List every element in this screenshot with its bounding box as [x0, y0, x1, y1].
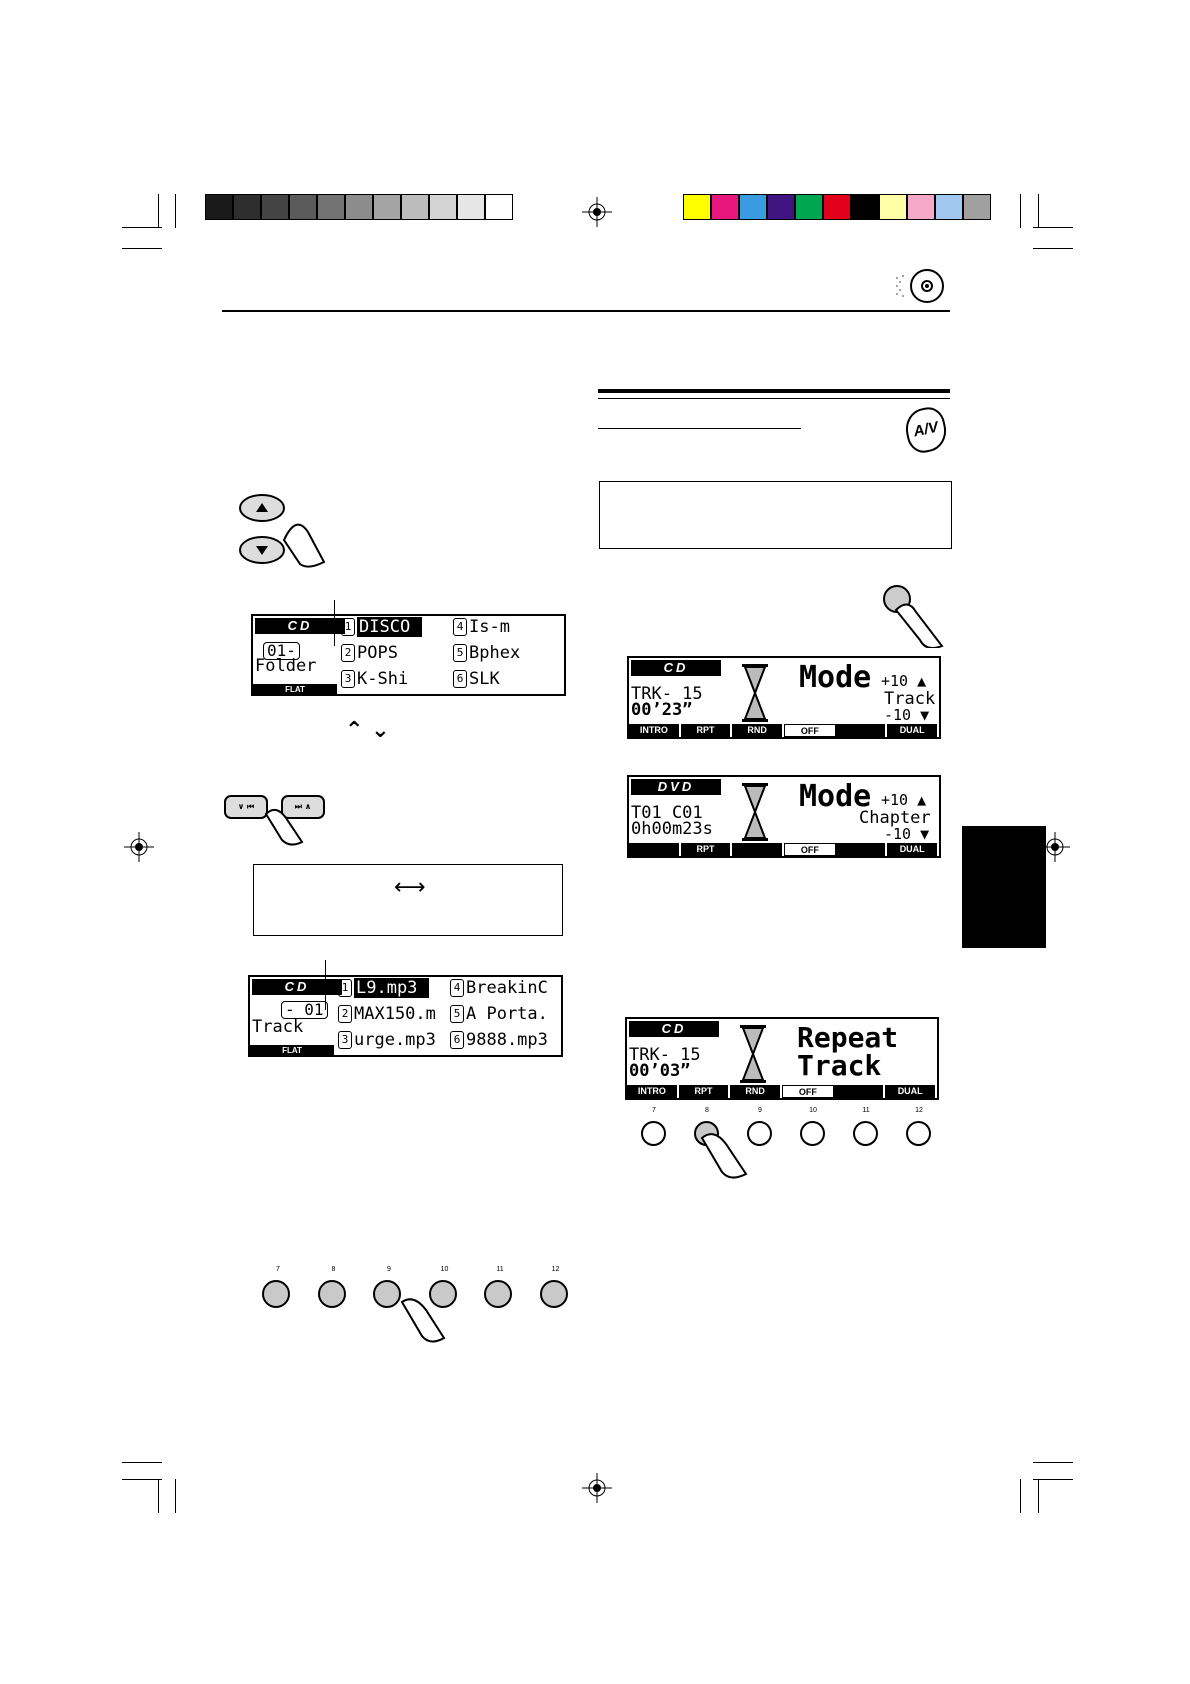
item-number: 6	[453, 670, 467, 688]
item-number: 4	[450, 979, 464, 997]
info-box	[599, 481, 952, 549]
item-label: BreakinC	[466, 978, 548, 998]
function-label: OFF	[782, 1085, 834, 1098]
function-strip	[627, 1085, 937, 1098]
list-item[interactable]	[453, 644, 520, 662]
list-item[interactable]	[450, 979, 548, 997]
round-button-press-icon[interactable]	[882, 584, 946, 648]
item-number: 4	[453, 618, 467, 636]
preset-number-label: 10	[809, 1107, 817, 1114]
folder-number: 01-	[263, 642, 300, 660]
preset-number-label: 12	[915, 1107, 923, 1114]
track-readout: TRK- 15	[631, 684, 703, 704]
cd-logo: CD	[252, 979, 342, 995]
preset-number-label: 12	[551, 1266, 560, 1273]
item-number: 1	[341, 618, 355, 636]
color-swatch	[289, 194, 317, 220]
plus-ten: +10 ▲	[881, 791, 927, 809]
function-label	[836, 724, 888, 737]
function-label: INTRO	[627, 1085, 679, 1098]
list-item[interactable]	[453, 670, 500, 688]
function-label: DUAL	[887, 724, 939, 737]
item-label: SLK	[469, 669, 500, 689]
list-item[interactable]	[341, 644, 398, 662]
crop-mark	[1020, 194, 1021, 228]
function-label: RND	[732, 724, 784, 737]
preset-number-label: 10	[440, 1266, 449, 1273]
callout-line	[325, 960, 326, 1010]
function-label: DUAL	[885, 1085, 937, 1098]
function-label: RND	[730, 1085, 782, 1098]
item-number: 2	[341, 644, 355, 662]
color-swatch	[205, 194, 233, 220]
section-tab	[962, 826, 1046, 948]
repeat-target: Track	[797, 1049, 882, 1082]
preset-button-7[interactable]	[262, 1280, 290, 1308]
section-rule	[598, 398, 950, 399]
crop-mark	[122, 1462, 162, 1463]
color-swatch	[711, 194, 739, 220]
function-label: OFF	[784, 843, 836, 856]
item-label: MAX150.m	[354, 1004, 436, 1024]
mode-title: Mode	[799, 779, 872, 814]
function-label: RPT	[679, 1085, 731, 1098]
crop-mark	[122, 248, 162, 249]
disc-icon	[893, 268, 949, 304]
color-swatch	[963, 194, 991, 220]
cd-logo: CD	[629, 1021, 719, 1037]
item-number: 5	[450, 1005, 464, 1023]
time-readout: 00’03”	[629, 1061, 691, 1081]
crop-mark	[1020, 1479, 1021, 1513]
item-number: 2	[338, 1005, 352, 1023]
minus-ten: -10 ▼	[884, 706, 930, 724]
folder-list-display	[251, 614, 566, 696]
crop-mark	[1038, 1479, 1039, 1513]
mode-title: Mode	[799, 660, 872, 695]
finger-icon	[700, 1130, 750, 1180]
crop-mark	[122, 1479, 162, 1480]
crop-mark	[1033, 1462, 1073, 1463]
color-swatch	[851, 194, 879, 220]
av-badge: A/V	[902, 404, 950, 455]
repeat-track-display	[625, 1017, 939, 1100]
function-label: RPT	[681, 724, 733, 737]
plus-ten: +10 ▲	[881, 672, 927, 690]
registration-mark-icon	[582, 197, 612, 227]
mode-target: Chapter	[859, 808, 931, 828]
item-label: POPS	[357, 643, 398, 663]
item-number: 6	[450, 1031, 464, 1049]
dvd-logo: DVD	[631, 779, 721, 795]
prev-skip-button[interactable]: ∨ ⏮	[224, 795, 268, 819]
minus-ten: -10 ▼	[884, 825, 930, 843]
color-swatch	[795, 194, 823, 220]
color-swatch	[485, 194, 513, 220]
color-swatch	[401, 194, 429, 220]
crop-mark	[175, 194, 176, 228]
cd-mode-display	[627, 656, 941, 739]
color-swatch	[739, 194, 767, 220]
crop-mark	[1033, 227, 1073, 228]
preset-button-12[interactable]	[540, 1280, 568, 1308]
preset-button-9[interactable]	[373, 1280, 401, 1308]
preset-button-7[interactable]	[641, 1121, 666, 1146]
item-label: Bphex	[469, 643, 521, 663]
color-swatch	[879, 194, 907, 220]
next-skip-button[interactable]: ⏭ ∧	[281, 795, 325, 819]
track-list-display	[248, 975, 563, 1057]
item-label: K-Shi	[357, 669, 409, 689]
function-strip	[629, 843, 939, 856]
color-swatch	[345, 194, 373, 220]
crop-mark	[1038, 194, 1039, 228]
preset-number-label: 7	[652, 1107, 656, 1114]
function-label	[836, 843, 888, 856]
track-label: Track	[252, 1017, 304, 1037]
list-item[interactable]	[338, 1031, 436, 1049]
preset-number-label: 8	[705, 1107, 709, 1114]
preset-button-8[interactable]	[318, 1280, 346, 1308]
crop-mark	[122, 227, 162, 228]
folder-label: Folder	[255, 656, 317, 676]
function-label	[834, 1085, 886, 1098]
registration-mark-icon	[124, 832, 154, 862]
preset-number-label: 7	[276, 1266, 280, 1273]
color-swatch	[767, 194, 795, 220]
list-item[interactable]	[338, 1005, 436, 1023]
list-item[interactable]	[341, 670, 408, 688]
color-swatch	[907, 194, 935, 220]
item-label: L9.mp3	[354, 978, 429, 998]
function-label	[629, 843, 681, 856]
list-item[interactable]	[453, 618, 510, 636]
function-label: INTRO	[629, 724, 681, 737]
list-item[interactable]	[338, 979, 429, 997]
title-chapter-readout: T01 C01	[631, 803, 703, 823]
finger-icon	[262, 806, 318, 846]
arrow-keys-caption: ⌃ ⌄	[345, 718, 390, 743]
preset-number-label: 8	[331, 1266, 336, 1273]
eq-label: FLAT	[253, 684, 337, 696]
crop-mark	[158, 194, 159, 228]
preset-button-11[interactable]	[853, 1121, 878, 1146]
item-label: A Porta.	[466, 1004, 548, 1024]
up-down-buttons-icon[interactable]	[236, 492, 326, 570]
crop-mark	[175, 1479, 176, 1513]
color-swatch	[935, 194, 963, 220]
time-readout: 0h00m23s	[631, 819, 713, 839]
preset-button-10[interactable]	[800, 1121, 825, 1146]
preset-number-label: 11	[862, 1107, 870, 1114]
color-swatch	[373, 194, 401, 220]
item-label: Is-m	[469, 617, 510, 637]
list-item[interactable]	[450, 1005, 548, 1023]
hourglass-icon	[742, 783, 768, 841]
section-rule	[598, 389, 950, 393]
eq-label: FLAT	[250, 1045, 334, 1057]
callout-line	[334, 600, 335, 646]
color-swatch	[429, 194, 457, 220]
list-item[interactable]	[450, 1031, 548, 1049]
item-number: 5	[453, 644, 467, 662]
crop-mark	[1033, 248, 1073, 249]
preset-button-12[interactable]	[906, 1121, 931, 1146]
bidirectional-arrow-icon: ⟷	[394, 875, 426, 900]
preset-button-9[interactable]	[747, 1121, 772, 1146]
item-label: 9888.mp3	[466, 1030, 548, 1050]
cd-logo: CD	[255, 618, 345, 634]
header-rule	[222, 310, 950, 312]
crop-mark	[1033, 1479, 1073, 1480]
function-label	[732, 843, 784, 856]
function-label: RPT	[681, 843, 733, 856]
preset-number-label: 11	[496, 1266, 504, 1273]
color-swatch	[233, 194, 261, 220]
track-readout: TRK- 15	[629, 1045, 701, 1065]
crop-mark	[158, 1479, 159, 1513]
preset-number-label: 9	[758, 1107, 762, 1114]
color-swatch	[457, 194, 485, 220]
dvd-mode-display	[627, 775, 941, 858]
time-readout: 00’23”	[631, 700, 693, 720]
color-swatch	[317, 194, 345, 220]
item-label: urge.mp3	[354, 1030, 436, 1050]
mode-target: Track	[884, 689, 936, 709]
function-label: DUAL	[887, 843, 939, 856]
subsection-rule	[598, 428, 801, 429]
hourglass-icon	[742, 664, 768, 722]
info-box	[253, 864, 563, 936]
color-swatch	[823, 194, 851, 220]
preset-button-11[interactable]	[484, 1280, 512, 1308]
registration-mark-icon	[582, 1473, 612, 1503]
list-item[interactable]	[341, 618, 422, 636]
item-number: 1	[338, 979, 352, 997]
color-swatch	[261, 194, 289, 220]
finger-icon	[400, 1296, 450, 1344]
color-swatch	[683, 194, 711, 220]
preset-number-label: 9	[387, 1266, 391, 1273]
item-number: 3	[341, 670, 355, 688]
function-strip	[629, 724, 939, 737]
track-number: - 01	[281, 1001, 328, 1019]
item-label: DISCO	[357, 617, 422, 637]
hourglass-icon	[740, 1025, 766, 1083]
item-number: 3	[338, 1031, 352, 1049]
repeat-title: Repeat	[797, 1021, 899, 1054]
cd-logo: CD	[631, 660, 721, 676]
function-label: OFF	[784, 724, 836, 737]
